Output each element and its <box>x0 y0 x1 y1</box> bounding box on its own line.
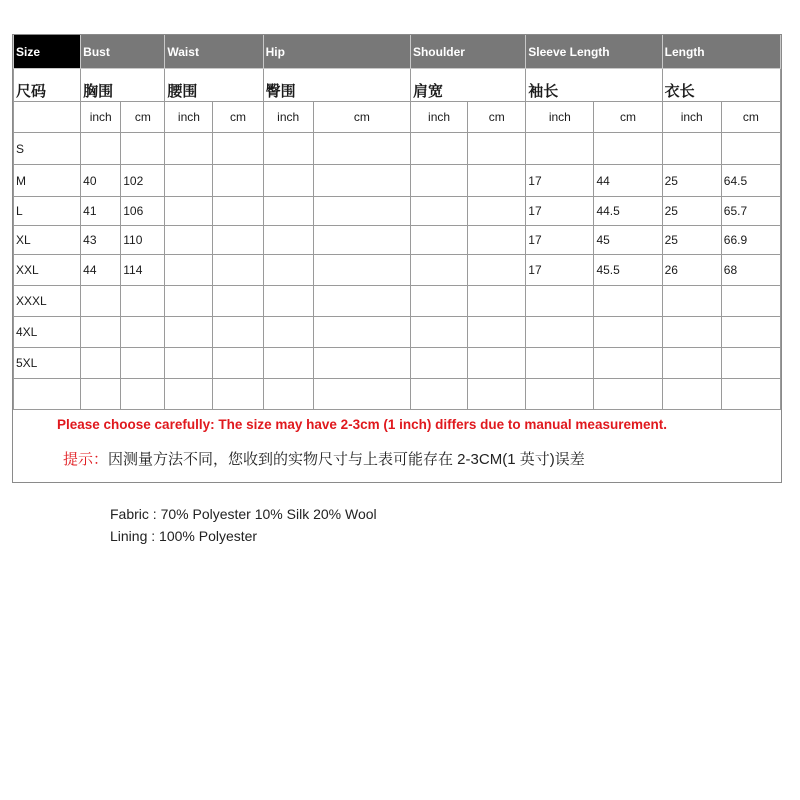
table-row <box>14 348 781 379</box>
measure-cell <box>81 133 121 165</box>
header-cn-hip: 臀围 <box>263 69 410 102</box>
measure-cell <box>213 255 263 286</box>
lining-line: Lining : 100% Polyester <box>110 528 258 544</box>
unit-cell: cm <box>313 102 410 133</box>
measure-cell <box>213 133 263 165</box>
measure-cell <box>81 379 121 410</box>
measure-cell: 66.9 <box>721 226 780 255</box>
size-cell: L <box>14 197 81 226</box>
measure-cell: 65.7 <box>721 197 780 226</box>
measure-cell <box>410 348 467 379</box>
measure-cell <box>263 286 313 317</box>
measure-cell: 40 <box>81 165 121 197</box>
header-cn-sleeve-length: 袖长 <box>526 69 662 102</box>
header-length: Length <box>662 35 780 69</box>
header-row-en <box>14 35 781 69</box>
measure-cell <box>468 197 526 226</box>
measure-cell: 43 <box>81 226 121 255</box>
measure-cell <box>263 197 313 226</box>
measure-cell <box>213 197 263 226</box>
measure-cell <box>662 133 721 165</box>
measure-cell <box>165 255 213 286</box>
measure-cell: 64.5 <box>721 165 780 197</box>
measure-cell <box>263 133 313 165</box>
measure-cell <box>662 317 721 348</box>
measure-cell <box>165 286 213 317</box>
measure-cell <box>662 348 721 379</box>
table-row <box>14 255 781 286</box>
measure-cell <box>468 226 526 255</box>
measure-cell <box>313 317 410 348</box>
measurement-warning-cn <box>63 448 585 469</box>
measure-cell <box>410 165 467 197</box>
tip-label: 提示： <box>63 451 109 468</box>
measure-cell <box>410 379 467 410</box>
measure-cell <box>81 348 121 379</box>
measure-cell: 26 <box>662 255 721 286</box>
size-cell: XXXL <box>14 286 81 317</box>
measure-cell: 114 <box>121 255 165 286</box>
table-row <box>14 165 781 197</box>
measure-cell <box>313 197 410 226</box>
unit-cell: inch <box>410 102 467 133</box>
measure-cell <box>81 317 121 348</box>
unit-cell: cm <box>121 102 165 133</box>
measure-cell <box>526 286 594 317</box>
measure-cell <box>121 348 165 379</box>
measure-cell: 44 <box>81 255 121 286</box>
measure-cell: 45 <box>594 226 662 255</box>
unit-cell: inch <box>662 102 721 133</box>
size-cell: XXL <box>14 255 81 286</box>
measure-cell <box>410 226 467 255</box>
measure-cell <box>313 286 410 317</box>
size-table <box>13 35 781 410</box>
measure-cell <box>263 255 313 286</box>
header-size: Size <box>14 35 81 69</box>
measure-cell <box>165 133 213 165</box>
size-cell: M <box>14 165 81 197</box>
unit-cell: inch <box>81 102 121 133</box>
header-hip: Hip <box>263 35 410 69</box>
measure-cell <box>121 317 165 348</box>
measure-cell <box>594 286 662 317</box>
unit-cell: cm <box>213 102 263 133</box>
measure-cell <box>313 255 410 286</box>
measure-cell <box>165 348 213 379</box>
measure-cell <box>165 197 213 226</box>
fabric-line: Fabric : 70% Polyester 10% Silk 20% Wool <box>110 506 377 522</box>
measure-cell <box>165 226 213 255</box>
measure-cell: 68 <box>721 255 780 286</box>
measurement-warning-en: Please choose carefully: The size may have 2-3cm (1 inch) differs due to manual measurement. <box>57 417 667 432</box>
table-row <box>14 286 781 317</box>
measure-cell <box>313 226 410 255</box>
header-waist: Waist <box>165 35 263 69</box>
unit-row <box>14 102 781 133</box>
header-cn-shoulder: 肩宽 <box>410 69 525 102</box>
header-shoulder: Shoulder <box>410 35 525 69</box>
measure-cell: 41 <box>81 197 121 226</box>
unit-cell: inch <box>526 102 594 133</box>
measure-cell: 17 <box>526 165 594 197</box>
header-bust: Bust <box>81 35 165 69</box>
table-row <box>14 379 781 410</box>
measure-cell <box>313 133 410 165</box>
measure-cell <box>526 348 594 379</box>
table-row <box>14 317 781 348</box>
measure-cell <box>468 255 526 286</box>
measure-cell <box>468 286 526 317</box>
header-row-cn <box>14 69 781 102</box>
size-cell <box>14 379 81 410</box>
measure-cell <box>263 165 313 197</box>
measure-cell: 44 <box>594 165 662 197</box>
measure-cell <box>468 317 526 348</box>
measure-cell: 17 <box>526 197 594 226</box>
unit-cell: inch <box>263 102 313 133</box>
measure-cell: 17 <box>526 255 594 286</box>
measure-cell <box>213 317 263 348</box>
measure-cell <box>313 165 410 197</box>
measure-cell: 110 <box>121 226 165 255</box>
measure-cell <box>721 379 780 410</box>
measure-cell <box>263 379 313 410</box>
measure-cell: 106 <box>121 197 165 226</box>
header-cn-bust: 胸围 <box>81 69 165 102</box>
measure-cell <box>121 133 165 165</box>
measure-cell <box>121 379 165 410</box>
measure-cell <box>410 197 467 226</box>
table-row <box>14 197 781 226</box>
header-cn-size: 尺码 <box>14 69 81 102</box>
measure-cell: 25 <box>662 226 721 255</box>
measure-cell <box>594 348 662 379</box>
measure-cell <box>721 317 780 348</box>
measure-cell <box>213 226 263 255</box>
measure-cell <box>165 165 213 197</box>
size-cell: 4XL <box>14 317 81 348</box>
measure-cell <box>213 165 263 197</box>
notes-area <box>13 410 781 482</box>
measure-cell <box>721 286 780 317</box>
tip-text: 因测量方法不同，您收到的实物尺寸与上表可能存在 2-3CM(1 英寸)误差 <box>108 451 585 468</box>
unit-blank <box>14 102 81 133</box>
measure-cell: 17 <box>526 226 594 255</box>
measure-cell: 25 <box>662 197 721 226</box>
measure-cell <box>410 286 467 317</box>
measure-cell <box>121 286 165 317</box>
measure-cell <box>263 348 313 379</box>
header-sleeve-length: Sleeve Length <box>526 35 662 69</box>
measure-cell <box>662 286 721 317</box>
fabric-info <box>110 503 377 547</box>
unit-cell: cm <box>594 102 662 133</box>
table-row <box>14 133 781 165</box>
measure-cell <box>468 133 526 165</box>
size-cell: 5XL <box>14 348 81 379</box>
measure-cell: 44.5 <box>594 197 662 226</box>
measure-cell <box>594 317 662 348</box>
table-row <box>14 226 781 255</box>
measure-cell <box>526 317 594 348</box>
measure-cell <box>468 379 526 410</box>
measure-cell: 45.5 <box>594 255 662 286</box>
measure-cell <box>263 226 313 255</box>
measure-cell <box>468 348 526 379</box>
unit-cell: inch <box>165 102 213 133</box>
measure-cell <box>526 379 594 410</box>
measure-cell <box>468 165 526 197</box>
size-cell: S <box>14 133 81 165</box>
measure-cell <box>313 379 410 410</box>
measure-cell <box>410 133 467 165</box>
measure-cell <box>263 317 313 348</box>
measure-cell: 102 <box>121 165 165 197</box>
measure-cell <box>594 133 662 165</box>
unit-cell: cm <box>721 102 780 133</box>
measure-cell <box>721 133 780 165</box>
size-cell: XL <box>14 226 81 255</box>
measure-cell <box>165 379 213 410</box>
size-chart <box>12 34 782 483</box>
header-cn-length: 衣长 <box>662 69 780 102</box>
measure-cell <box>213 286 263 317</box>
measure-cell <box>410 317 467 348</box>
measure-cell <box>721 348 780 379</box>
measure-cell <box>410 255 467 286</box>
measure-cell <box>165 317 213 348</box>
measure-cell: 25 <box>662 165 721 197</box>
measure-cell <box>313 348 410 379</box>
measure-cell <box>662 379 721 410</box>
header-cn-waist: 腰围 <box>165 69 263 102</box>
measure-cell <box>526 133 594 165</box>
measure-cell <box>81 286 121 317</box>
measure-cell <box>594 379 662 410</box>
measure-cell <box>213 379 263 410</box>
unit-cell: cm <box>468 102 526 133</box>
measure-cell <box>213 348 263 379</box>
